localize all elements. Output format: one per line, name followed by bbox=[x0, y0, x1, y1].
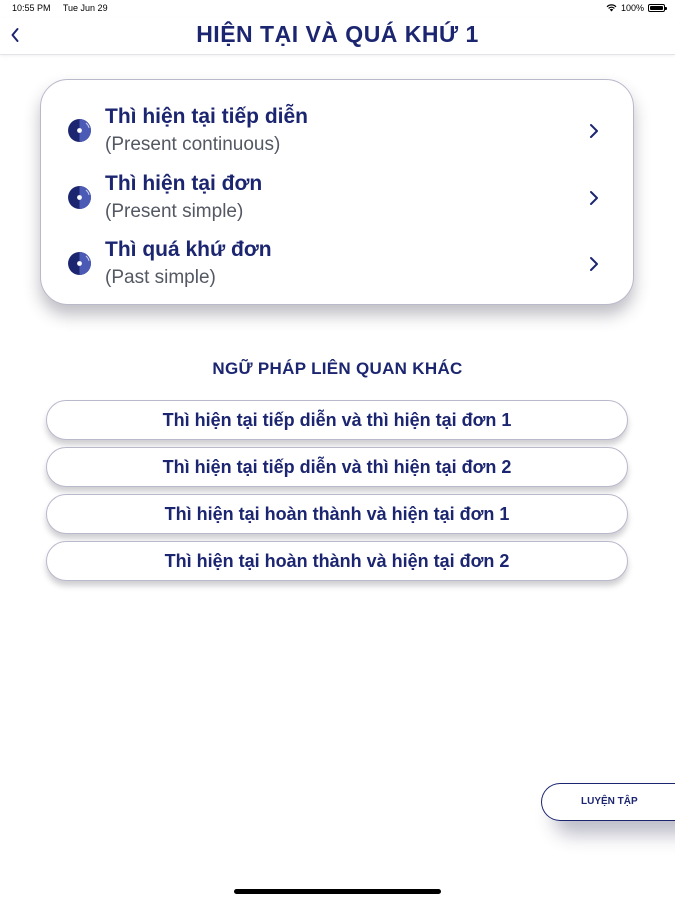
lesson-subtitle: (Past simple) bbox=[105, 267, 216, 288]
related-item-button[interactable]: Thì hiện tại hoàn thành và hiện tại đơn 1 bbox=[46, 494, 628, 534]
lesson-subtitle: (Present simple) bbox=[105, 201, 244, 222]
status-bar bbox=[0, 0, 675, 18]
chevron-right-icon bbox=[587, 253, 601, 275]
related-item-button[interactable]: Thì hiện tại hoàn thành và hiện tại đơn 2 bbox=[46, 541, 628, 581]
wifi-icon bbox=[606, 4, 617, 12]
lesson-subtitle: (Present continuous) bbox=[105, 134, 281, 155]
page-title: HIỆN TẠI VÀ QUÁ KHỨ 1 bbox=[196, 21, 479, 47]
related-item-button[interactable]: Thì hiện tại tiếp diễn và thì hiện tại đơn 2 bbox=[46, 447, 628, 487]
chevron-right-icon bbox=[587, 120, 601, 142]
lesson-item-present-continuous[interactable] bbox=[41, 98, 633, 160]
disc-icon bbox=[67, 118, 92, 143]
disc-icon bbox=[67, 185, 92, 210]
header bbox=[0, 18, 675, 55]
battery-percent: 100% bbox=[620, 3, 644, 13]
status-time: 10:55 PM bbox=[12, 3, 51, 13]
lesson-title: Thì quá khứ đơn bbox=[105, 238, 272, 261]
lesson-card bbox=[40, 79, 634, 305]
lesson-title: Thì hiện tại tiếp diễn bbox=[105, 105, 309, 128]
related-section-title: NGỮ PHÁP LIÊN QUAN KHÁC bbox=[212, 359, 463, 378]
battery-icon bbox=[648, 4, 665, 12]
practice-button[interactable]: LUYỆN TẬP bbox=[541, 783, 675, 821]
disc-icon bbox=[67, 251, 92, 276]
home-indicator[interactable] bbox=[234, 889, 441, 894]
chevron-right-icon bbox=[587, 187, 601, 209]
related-item-button[interactable]: Thì hiện tại tiếp diễn và thì hiện tại đơn 1 bbox=[46, 400, 628, 440]
lesson-item-present-simple[interactable] bbox=[41, 165, 633, 227]
lesson-title: Thì hiện tại đơn bbox=[105, 172, 263, 195]
status-date: Tue Jun 29 bbox=[62, 3, 108, 13]
lesson-item-past-simple[interactable] bbox=[41, 231, 633, 293]
